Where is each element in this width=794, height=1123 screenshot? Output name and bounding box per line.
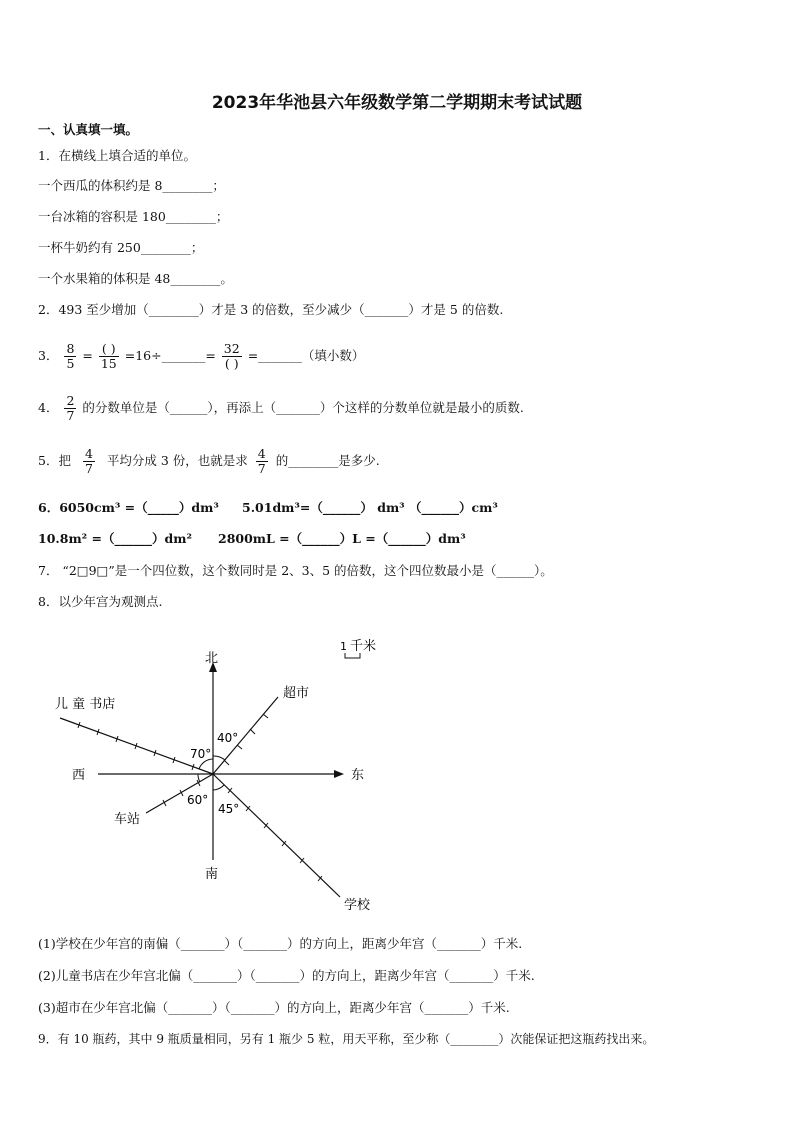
q3-end: =_______（填小数） (247, 348, 365, 363)
arc-60 (198, 774, 200, 782)
q1-item-d: 一个水果箱的体积是 48________。 (38, 271, 233, 286)
label-north: 北 (205, 651, 219, 666)
q4-number: 4． (38, 400, 59, 415)
label-east: 东 (351, 768, 365, 783)
q5-fraction-1: $\frac{4}{7}$ (84, 446, 93, 476)
q1-item-a: 一个西瓜的体积约是 8________； (38, 178, 225, 193)
q6-line2b: 2800mL =（______）L =（______）dm³ (218, 531, 466, 546)
q6-line1b: 5.01dm³=（______） dm³ （______）cm³ (242, 500, 498, 515)
q6-line1a: 6．6050cm³ =（_____）dm³ (38, 500, 219, 515)
page-title: 2023年华池县六年级数学第二学期期末考试试题 (211, 93, 583, 113)
label-supermarket: 超市 (283, 686, 310, 701)
arc-45 (213, 785, 224, 790)
label-school: 学校 (344, 898, 371, 913)
q3-middle: =16÷_______= (124, 348, 216, 363)
q1-item-c: 一杯牛奶约有 250________； (38, 240, 204, 255)
q1-heading: 1．在横线上填合适的单位。 (38, 148, 196, 163)
q8-sub2: (2)儿童书店在少年宫北偏（_______）（_______）的方向上，距离少年宫（_______）千米. (38, 968, 535, 983)
q8-sub1: (1)学校在少年宫的南偏（_______）（_______）的方向上，距离少年宫（_______）千米. (38, 936, 523, 951)
section-heading: 一、认真填一填。 (38, 122, 139, 137)
q3-line: 3． $\frac{8}{5}$ = $\frac{( )}{15}$ =16÷_______= $\frac{32}{( )}$ =_______（填小数） (38, 341, 365, 371)
angle-45-label: 45° (218, 802, 240, 816)
east-arrow (334, 770, 344, 778)
label-south: 南 (205, 867, 219, 882)
angle-70-label: 70° (190, 747, 212, 761)
scale-number: 1 (340, 640, 347, 653)
q5-part-c: 的________是多少. (275, 453, 380, 468)
q1-item-b: 一台冰箱的容积是 180________； (38, 209, 229, 224)
angle-60-label: 60° (187, 793, 209, 807)
q3-fraction-2: $\frac{( )}{15}$ (100, 341, 117, 371)
label-station: 车站 (114, 812, 141, 827)
q5-fraction-2: $\frac{4}{7}$ (257, 446, 266, 476)
q7-text: 7． “2□9□”是一个四位数，这个数同时是 2、3、5 的倍数，这个四位数最小是（______）。 (38, 563, 553, 578)
q5-part-b: 平均分成 3 份，也就是求 (106, 453, 248, 468)
q9-text: 9．有 10 瓶药，其中 9 瓶质量相同，另有 1 瓶少 5 粒，用天平称，至少称（________）次能保证把这瓶药找出来。 (38, 1032, 655, 1046)
q4-fraction: $\frac{2}{7}$ (66, 393, 75, 423)
q3-number: 3． (38, 348, 59, 363)
label-bookstore: 儿 童 书店 (55, 697, 116, 712)
q5-part-a: 5．把 (38, 453, 71, 468)
q4-text: 的分数单位是（______），再添上（_______）个这样的分数单位就是最小的质数. (82, 400, 524, 415)
arc-40 (213, 756, 225, 760)
scale-unit: 千米 (350, 639, 377, 654)
ray-school (213, 774, 340, 897)
q8-heading: 8．以少年宫为观测点. (38, 594, 163, 609)
q3-fraction-3: $\frac{32}{( )}$ (223, 341, 240, 371)
q6-line2a: 10.8m² =（______）dm² (38, 531, 192, 546)
q3-fraction-1: $\frac{8}{5}$ (66, 341, 75, 371)
q8-sub3: (3)超市在少年宫北偏（_______）（_______）的方向上，距离少年宫（_______）千米. (38, 1000, 510, 1015)
label-west: 西 (72, 768, 86, 783)
angle-40-label: 40° (217, 731, 239, 745)
q2-text: 2．493 至少增加（________）才是 3 的倍数，至少减少（_______）才是 5 的倍数. (38, 302, 504, 317)
